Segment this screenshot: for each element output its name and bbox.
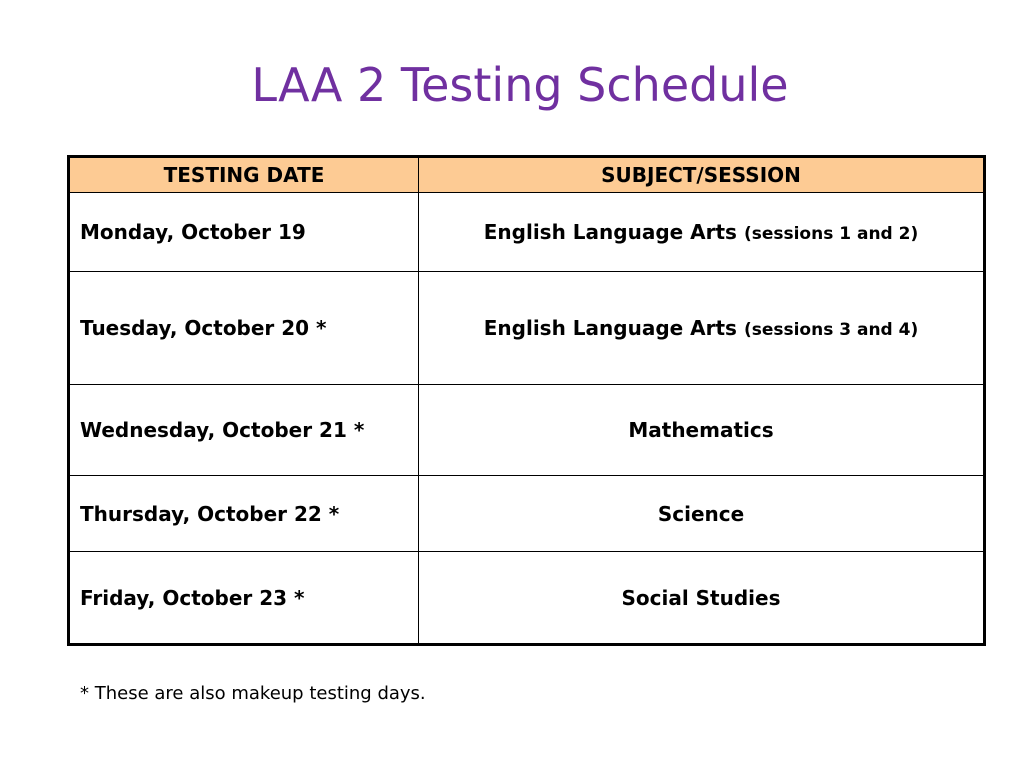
header-subject-session: SUBJECT/SESSION: [419, 157, 985, 193]
table-row: [69, 193, 985, 272]
table-row: [69, 552, 985, 645]
subject-name: English Language Arts: [483, 220, 737, 244]
testing-date-cell: Wednesday, October 21 *: [69, 385, 419, 476]
subject-name: Mathematics: [628, 418, 774, 442]
subject-cell: [419, 476, 985, 552]
subject-name: Social Studies: [621, 585, 781, 610]
subject-cell: [419, 385, 985, 476]
subject-name: English Language Arts: [483, 316, 737, 340]
subject-cell: [419, 552, 985, 645]
table-header-row: [69, 157, 985, 193]
makeup-days-footnote: * These are also makeup testing days.: [80, 683, 426, 704]
testing-schedule-table: [67, 155, 986, 646]
header-testing-date: TESTING DATE: [69, 157, 419, 193]
page-title: LAA 2 Testing Schedule: [251, 58, 789, 112]
subject-cell: [419, 193, 985, 272]
testing-date-cell: Tuesday, October 20 *: [69, 272, 419, 385]
session-note: (sessions 3 and 4): [743, 320, 919, 340]
subject-name: Science: [657, 501, 745, 526]
session-note: (sessions 1 and 2): [743, 224, 919, 244]
testing-date-cell: Thursday, October 22 *: [69, 476, 419, 552]
testing-date-cell: Friday, October 23 *: [69, 552, 419, 645]
table-row: [69, 385, 985, 476]
subject-cell: [419, 272, 985, 385]
table-row: [69, 476, 985, 552]
table-row: [69, 272, 985, 385]
testing-date-cell: Monday, October 19: [69, 193, 419, 272]
